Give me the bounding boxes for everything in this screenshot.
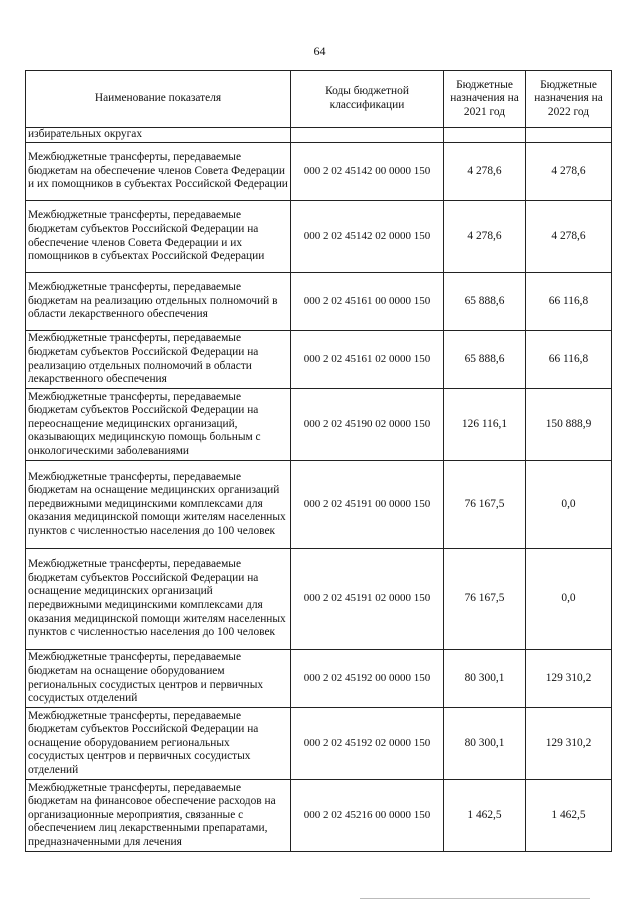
header-2021: Бюджетные назначения на 2021 год [444,71,526,128]
table-row [26,708,612,780]
page-number: 64 [313,44,326,58]
table-row [26,461,612,549]
row-2022: 4 278,6 [526,143,612,201]
row-name: Межбюджетные трансферты, передаваемые бюджетам субъектов Российской Федерации на переоснащение медицинских организаций, оказывающих медицинскую помощь больным с онкологическими заболеваниями [26,389,291,461]
budget-table [25,70,612,852]
row-code: 000 2 02 45191 02 0000 150 [291,549,444,650]
row-code: 000 2 02 45161 00 0000 150 [291,273,444,331]
row-code: 000 2 02 45191 00 0000 150 [291,461,444,549]
row-2021: 4 278,6 [444,201,526,273]
row-2021: 1 462,5 [444,780,526,852]
table-row [26,273,612,331]
row-code: 000 2 02 45192 02 0000 150 [291,708,444,780]
row-name: Межбюджетные трансферты, передаваемые бюджетам на оснащение медицинских организаций передвижными медицинскими комплексами для оказания медицинской помощи жителям населенных пунктов с численностью населения до 100 человек [26,461,291,549]
row-name: Межбюджетные трансферты, передаваемые бюджетам субъектов Российской Федерации на оснащение медицинских организаций передвижными медицинскими комплексами для оказания медицинской помощи жителям населенных пунктов с численностью населения до 100 человек [26,549,291,650]
table-row [26,389,612,461]
row-2022: 0,0 [526,461,612,549]
row-2021: 65 888,6 [444,273,526,331]
row-name: Межбюджетные трансферты, передаваемые бюджетам на финансовое обеспечение расходов на организационные мероприятия, связанные с обеспечением лиц лекарственными препаратами, предназначенными для лечения [26,780,291,852]
row-2021: 76 167,5 [444,461,526,549]
row-code: 000 2 02 45190 02 0000 150 [291,389,444,461]
row-2022 [526,128,612,143]
row-code: 000 2 02 45142 00 0000 150 [291,143,444,201]
table-row [26,128,612,143]
row-2021: 4 278,6 [444,143,526,201]
row-2021: 80 300,1 [444,650,526,708]
header-name: Наименование показателя [26,71,291,128]
row-name: избирательных округах [26,128,291,143]
table-row [26,780,612,852]
row-2021: 126 116,1 [444,389,526,461]
header-2022: Бюджетные назначения на 2022 год [526,71,612,128]
row-2021: 76 167,5 [444,549,526,650]
table-row [26,549,612,650]
header-code: Коды бюджетной классификации [291,71,444,128]
row-2021: 80 300,1 [444,708,526,780]
table-row [26,650,612,708]
table-header-row [26,71,612,128]
table-row [26,143,612,201]
row-2022: 1 462,5 [526,780,612,852]
row-2022: 4 278,6 [526,201,612,273]
row-2022: 129 310,2 [526,650,612,708]
row-code [291,128,444,143]
row-2022: 0,0 [526,549,612,650]
row-2022: 66 116,8 [526,331,612,389]
row-code: 000 2 02 45192 00 0000 150 [291,650,444,708]
row-name: Межбюджетные трансферты, передаваемые бюджетам на оснащение оборудованием региональных сосудистых центров и первичных сосудистых отделений [26,650,291,708]
row-name: Межбюджетные трансферты, передаваемые бюджетам на обеспечение членов Совета Федерации и их помощников в субъектах Российской Федерации [26,143,291,201]
row-2022: 129 310,2 [526,708,612,780]
scan-edge-line [360,898,590,899]
row-name: Межбюджетные трансферты, передаваемые бюджетам на реализацию отдельных полномочий в области лекарственного обеспечения [26,273,291,331]
row-code: 000 2 02 45216 00 0000 150 [291,780,444,852]
row-name: Межбюджетные трансферты, передаваемые бюджетам субъектов Российской Федерации на реализацию отдельных полномочий в области лекарственного обеспечения [26,331,291,389]
row-name: Межбюджетные трансферты, передаваемые бюджетам субъектов Российской Федерации на обеспечение членов Совета Федерации и их помощников в субъектах Российской Федерации [26,201,291,273]
table-row [26,201,612,273]
row-2022: 150 888,9 [526,389,612,461]
table-row [26,331,612,389]
row-2021 [444,128,526,143]
row-2022: 66 116,8 [526,273,612,331]
row-code: 000 2 02 45142 02 0000 150 [291,201,444,273]
row-2021: 65 888,6 [444,331,526,389]
row-name: Межбюджетные трансферты, передаваемые бюджетам субъектов Российской Федерации на оснащение оборудованием региональных сосудистых центров и первичных сосудистых отделений [26,708,291,780]
row-code: 000 2 02 45161 02 0000 150 [291,331,444,389]
